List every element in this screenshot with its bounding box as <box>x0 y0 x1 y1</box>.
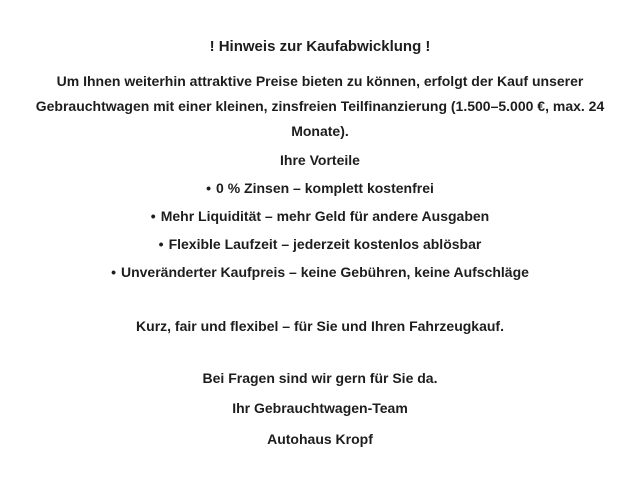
bullet-icon: • <box>206 180 212 196</box>
benefit-text: Unveränderter Kaufpreis – keine Gebühren, keine Aufschläge <box>120 264 529 280</box>
benefit-text: Mehr Liquidität – mehr Geld für andere Ausgaben <box>160 208 490 224</box>
notice-title: ! Hinweis zur Kaufabwicklung ! <box>209 38 431 55</box>
benefit-item-laufzeit <box>0 230 640 258</box>
intro-line-2: Gebrauchtwagen mit einer kleinen, zinsfreien Teilfinanzierung (1.500–5.000 €, max. 24 <box>35 98 605 114</box>
intro-line-1: Um Ihnen weiterhin attraktive Preise bieten zu können, erfolgt der Kauf unserer <box>56 73 584 89</box>
benefit-text: 0 % Zinsen – komplett kostenfrei <box>216 180 434 196</box>
signature-team: Ihr Gebrauchtwagen-Team <box>232 400 408 416</box>
intro-line-3: Monate). <box>291 123 349 139</box>
benefit-item-zinsen <box>0 174 640 202</box>
signature-company: Autohaus Kropf <box>267 431 373 447</box>
benefits-list <box>0 174 640 286</box>
closing-line: Bei Fragen sind wir gern für Sie da. <box>202 370 438 386</box>
bullet-icon: • <box>150 208 156 224</box>
bullet-icon: • <box>158 236 164 252</box>
intro-paragraph <box>0 69 640 144</box>
benefit-item-kaufpreis <box>0 258 640 286</box>
benefits-heading: Ihre Vorteile <box>280 152 360 168</box>
benefit-text: Flexible Laufzeit – jederzeit kostenlos ablösbar <box>168 236 482 252</box>
bullet-icon: • <box>111 264 116 280</box>
benefit-item-liquiditaet <box>0 202 640 230</box>
tagline: Kurz, fair und flexibel – für Sie und Ihren Fahrzeugkauf. <box>136 318 504 334</box>
